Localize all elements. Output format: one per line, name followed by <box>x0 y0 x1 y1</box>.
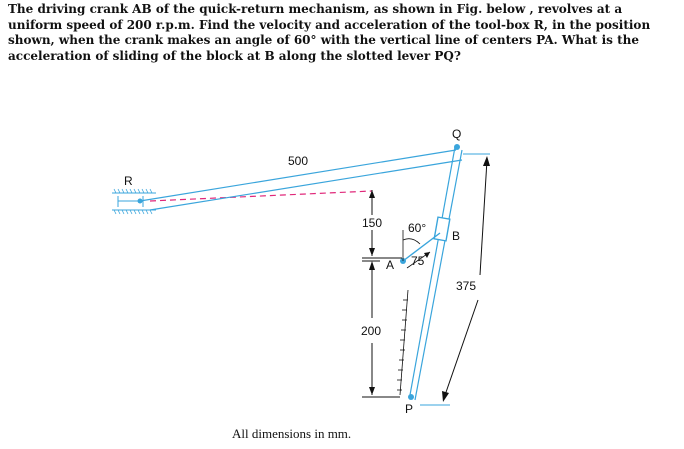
label-p: P <box>405 402 414 416</box>
slotted-lever-pq <box>408 144 462 400</box>
lever-pivot-hatch <box>397 290 408 395</box>
slider-block-b <box>434 217 450 241</box>
dim-height-r: 150 <box>362 216 383 230</box>
tool-box-r <box>112 189 156 214</box>
angle-label: 60° <box>408 221 427 235</box>
angle-arc <box>403 239 420 244</box>
label-a: A <box>386 258 395 272</box>
label-r: R <box>124 174 133 188</box>
dim-crank: 75 <box>411 254 425 268</box>
label-b: B <box>452 229 461 243</box>
label-q: Q <box>452 127 462 141</box>
dim-lever: 375 <box>456 279 477 293</box>
dim-pa: 200 <box>361 324 382 338</box>
caption: All dimensions in mm. <box>232 426 352 441</box>
problem-statement: The driving crank AB of the quick-return mechanism, as shown in Fig. below , revolves at a uniform speed of 200 r.p.m. Find the velocity and acceleration of the tool-box R, in the position shown, when the crank makes an angle of 60° with the vertical line of centers PA. What is the acceleration of sliding of the block at B along the slotted lever PQ? <box>8 2 651 63</box>
dim-link-rq: 500 <box>288 154 309 168</box>
